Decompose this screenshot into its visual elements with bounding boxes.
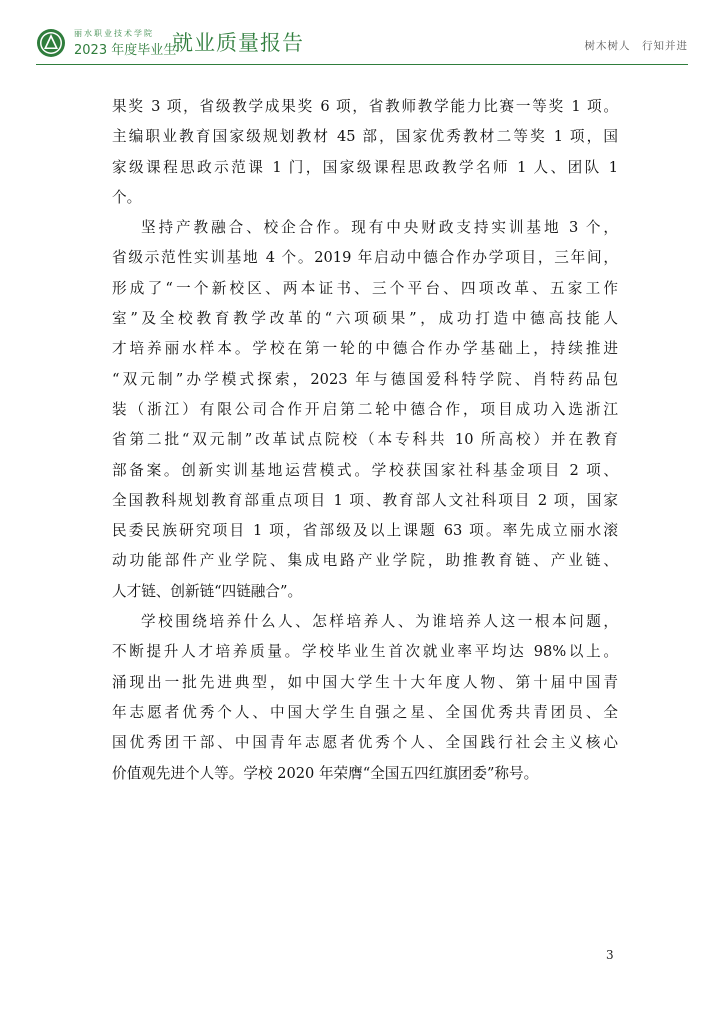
text-line: 价值观先进个人等。学校 2020 年荣膺“全国五四红旗团委”称号。 [112, 764, 539, 782]
text-line: 坚持产教融合、校企合作。现有中央财政支持实训基地 3 个， [141, 219, 618, 237]
text-line: “双元制”办学模式探索，2023 年与德国爱科特学院、肖特药品包 [112, 370, 618, 388]
school-motto: 树木树人 行知并进 [584, 40, 688, 52]
text-line: 装（浙江）有限公司合作开启第二轮中德合作，项目成功入选浙江 [112, 400, 618, 418]
text-line: 国优秀团干部、中国青年志愿者优秀个人、全国践行社会主义核心 [112, 734, 618, 752]
page-header [0, 0, 724, 66]
text-line: 人才链、创新链“四链融合”。 [112, 582, 303, 600]
text-line: 部备案。创新实训基地运营模式。学校获国家社科基金项目 2 项、 [112, 461, 618, 479]
report-title: 就业质量报告 [172, 31, 304, 55]
school-name: 丽水职业技术学院 [74, 29, 154, 38]
header-divider [36, 64, 688, 65]
text-line: 室”及全校教育教学改革的“六项硕果”，成功打造中德高技能人 [112, 310, 618, 328]
text-line: 全国教科规划教育部重点项目 1 项、教育部人文社科项目 2 项，国家 [112, 491, 618, 509]
text-line: 省级示范性实训基地 4 个。2019 年启动中德合作办学项目，三年间， [112, 249, 618, 267]
text-line: 学校围绕培养什么人、怎样培养人、为谁培养人这一根本问题， [141, 613, 618, 631]
page-number: 3 [606, 948, 614, 962]
school-emblem-icon [36, 28, 66, 58]
text-line: 动功能部件产业学院、集成电路产业学院，助推教育链、产业链、 [112, 552, 618, 570]
text-line: 民委民族研究项目 1 项，省部级及以上课题 63 项。率先成立丽水滚 [112, 522, 618, 540]
text-line: 才培养丽水样本。学校在第一轮的中德合作办学基础上，持续推进 [112, 340, 618, 358]
text-line: 家级课程思政示范课 1 门，国家级课程思政教学名师 1 人、团队 1 [112, 158, 618, 176]
text-line: 个。 [112, 188, 142, 206]
text-line: 涌现出一批先进典型，如中国大学生十大年度人物、第十届中国青 [112, 673, 618, 691]
graduates-year: 2023 年度毕业生 [74, 43, 177, 58]
text-line: 不断提升人才培养质量。学校毕业生首次就业率平均达 98%以上。 [112, 643, 618, 661]
text-line: 年志愿者优秀个人、中国大学生自强之星、全国优秀共青团员、全 [112, 703, 618, 721]
text-line: 省第二批“双元制”改革试点院校（本专科共 10 所高校）并在教育 [112, 431, 618, 449]
text-line: 主编职业教育国家级规划教材 45 部，国家优秀教材二等奖 1 项，国 [112, 128, 618, 146]
text-line: 形成了“一个新校区、两本证书、三个平台、四项改革、五家工作 [112, 279, 618, 297]
text-line: 果奖 3 项，省级教学成果奖 6 项，省教师教学能力比赛一等奖 1 项。 [112, 98, 618, 115]
body-text [112, 92, 618, 789]
